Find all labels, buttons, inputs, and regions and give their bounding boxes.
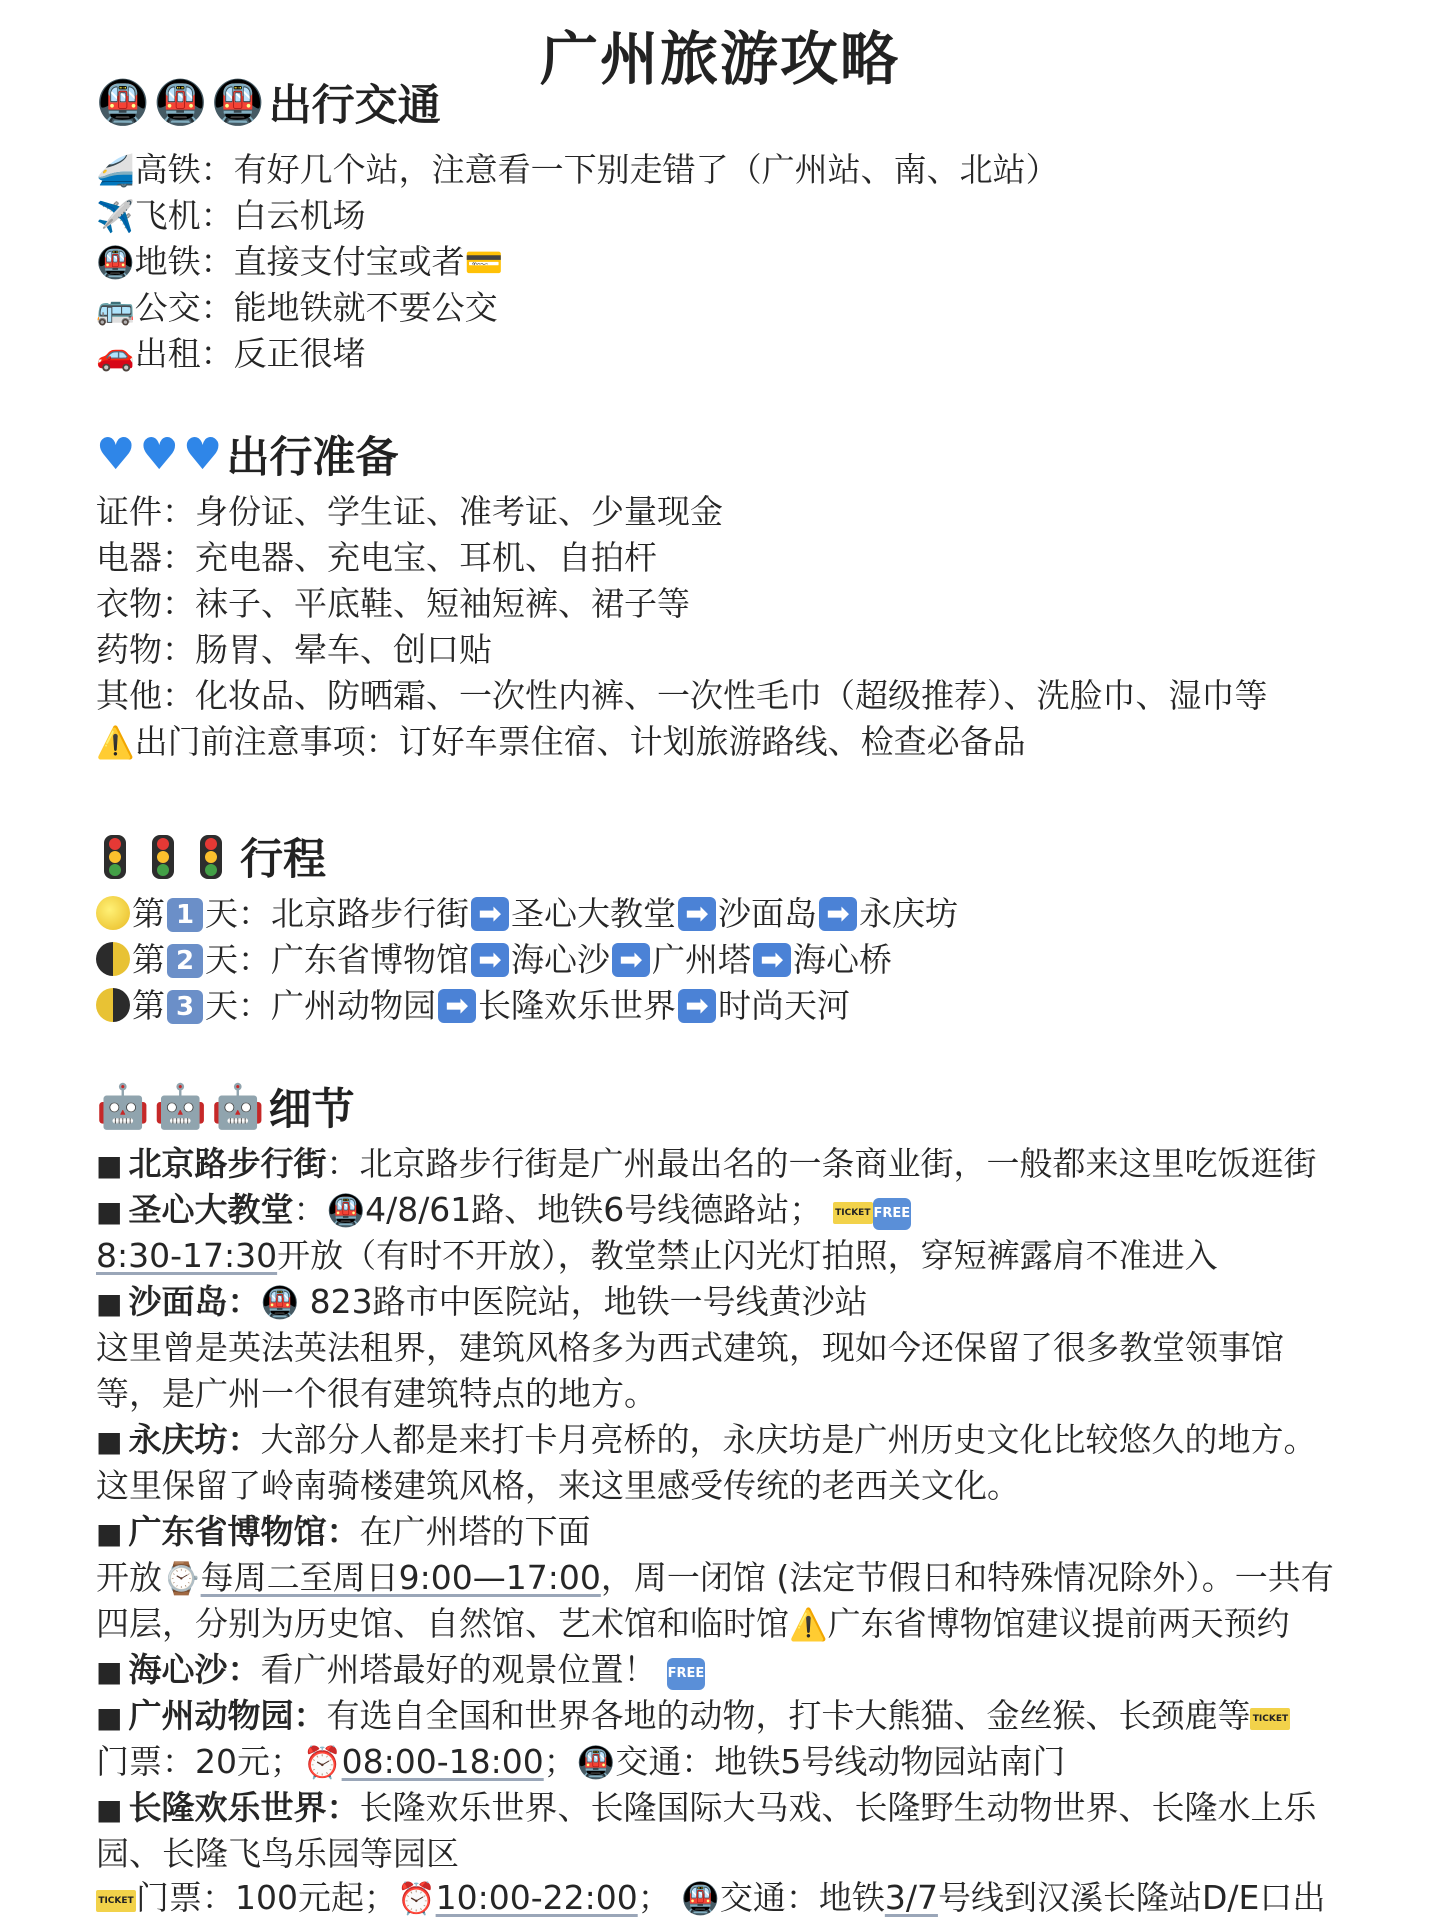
day-suffix: 天： (205, 940, 271, 979)
stop: 广州塔 (652, 940, 751, 979)
moon-icon (96, 896, 130, 930)
metro-icon: 🚇 (153, 77, 208, 128)
arrow-right-icon: ➡ (753, 943, 791, 977)
stop: 时尚天河 (718, 986, 850, 1025)
item-label: 电器： (96, 538, 195, 577)
metro-icon: 🚇 (96, 245, 135, 281)
detail-haixinsha (96, 1650, 705, 1692)
place-transit: 823路市中医院站，地铁一号线黄沙站 (309, 1282, 868, 1321)
opening-hours: 08:00-18:00 (341, 1742, 544, 1781)
bullet-square-icon: ■ (96, 1287, 123, 1320)
item-text: 直接支付宝或者 (233, 242, 465, 281)
arrow-right-icon: ➡ (678, 897, 716, 931)
place-colon: ： (293, 1190, 327, 1229)
car-icon: 🚗 (96, 337, 135, 373)
stop: 北京路步行街 (271, 894, 469, 933)
stop: 广东省博物馆 (271, 940, 469, 979)
itinerary-heading (96, 826, 326, 887)
details-heading (96, 1076, 355, 1137)
ticket-icon: TICKET (1250, 1708, 1290, 1730)
day-number: 2 (167, 944, 203, 978)
place-text: 在广州塔的下面 (359, 1512, 591, 1551)
robot-icon: 🤖 (211, 1081, 265, 1132)
place-transit: 交通：地铁 (719, 1878, 885, 1917)
arrow-right-icon: ➡ (612, 943, 650, 977)
place-text: ：北京路步行街是广州最出名的一条商业街，一般都来这里吃饭逛街 (326, 1144, 1317, 1183)
item-text: 白云机场 (233, 196, 366, 235)
itinerary-day-2 (96, 940, 892, 980)
stop: 沙面岛 (718, 894, 817, 933)
transport-heading-label: 出行交通 (268, 81, 441, 131)
ticket-icon: TICKET (833, 1202, 873, 1224)
prep-item (96, 630, 492, 670)
place-name: 沙面岛： (128, 1282, 261, 1321)
traffic-light-icon (200, 835, 222, 879)
place-text: 广东省博物馆建议提前两天预约 (827, 1604, 1290, 1643)
place-name: 北京路步行街 (128, 1144, 327, 1183)
item-label: 药物： (96, 630, 195, 669)
stop: 海心沙 (511, 940, 610, 979)
place-transit: 4/8/61路、地铁6号线德路站； (365, 1190, 823, 1229)
metro-icon: 🚇 (211, 77, 265, 128)
day-number: 1 (167, 898, 203, 932)
transport-item-plane (96, 196, 366, 237)
ticket-price: 门票：20元； (96, 1742, 303, 1781)
arrow-right-icon: ➡ (819, 897, 857, 931)
place-transit: 交通：地铁5号线动物园站南门 (615, 1742, 1066, 1781)
stop: 广州动物园 (271, 986, 436, 1025)
prep-heading (96, 424, 398, 485)
stop: 长隆欢乐世界 (478, 986, 676, 1025)
bullet-square-icon: ■ (96, 1701, 123, 1734)
place-text: 有选自全国和世界各地的动物，打卡大熊猫、金丝猴、长颈鹿等 (326, 1696, 1251, 1735)
ticket-icon: TICKET (96, 1890, 136, 1912)
opening-hours: 8:30-17:30 (96, 1236, 278, 1275)
item-label: 证件： (96, 492, 195, 531)
train-icon: 🚄 (96, 153, 135, 189)
blue-heart-icon: ♥ (139, 429, 179, 480)
place-name: 海心沙： (128, 1650, 261, 1689)
metro-line: 3/7 (884, 1878, 938, 1917)
itinerary-day-3 (96, 986, 850, 1026)
prep-item (96, 538, 657, 578)
item-label: 其他： (96, 676, 195, 715)
detail-chimelong-text (96, 1834, 459, 1874)
detail-chimelong-info (96, 1878, 1325, 1919)
bullet-square-icon: ■ (96, 1517, 123, 1550)
item-label: 公交： (134, 288, 234, 327)
arrow-right-icon: ➡ (471, 943, 509, 977)
transport-item-taxi (96, 334, 366, 375)
details-heading-label: 细节 (268, 1085, 355, 1135)
day-suffix: 天： (205, 986, 271, 1025)
detail-museum (96, 1512, 590, 1554)
item-label: 地铁： (134, 242, 234, 281)
arrow-right-icon: ➡ (438, 989, 476, 1023)
metro-icon: 🚇 (326, 1193, 366, 1229)
arrow-right-icon: ➡ (471, 897, 509, 931)
metro-icon: 🚇 (576, 1745, 616, 1781)
bullet-square-icon: ■ (96, 1425, 123, 1458)
detail-zoo (96, 1696, 1290, 1738)
bullet-square-icon: ■ (96, 1149, 123, 1182)
metro-icon: 🚇 (260, 1285, 300, 1321)
place-name: 永庆坊： (128, 1420, 261, 1459)
place-text: 看广州塔最好的观景位置！ (260, 1650, 657, 1689)
robot-icon: 🤖 (153, 1081, 208, 1132)
moon-icon (96, 942, 130, 976)
separator: ； (637, 1878, 671, 1917)
place-text: 园、长隆飞鸟乐园等园区 (96, 1834, 459, 1873)
place-name: 广东省博物馆： (128, 1512, 360, 1551)
warning-text: 出门前注意事项：订好车票住宿、计划旅游路线、检查必备品 (134, 722, 1026, 761)
item-text: 肠胃、晕车、创口贴 (195, 630, 492, 669)
itinerary-heading-label: 行程 (240, 835, 326, 885)
item-label: 出租： (134, 334, 234, 373)
opening-hours: 10:00-22:00 (435, 1878, 638, 1917)
transport-item-bus (96, 288, 498, 329)
place-text: 长隆欢乐世界、长隆国际大马戏、长隆野生动物世界、长隆水上乐 (359, 1788, 1317, 1827)
robot-icon: 🤖 (96, 1081, 150, 1132)
day-prefix: 第 (132, 894, 165, 933)
warning-icon: ⚠️ (789, 1607, 828, 1643)
traffic-light-icon (104, 835, 126, 879)
day-prefix: 第 (132, 986, 165, 1025)
bus-icon: 🚌 (96, 291, 135, 327)
detail-chimelong (96, 1788, 1316, 1830)
page-title: 广州旅游攻略 (539, 25, 900, 93)
place-text: 大部分人都是来打卡月亮桥的，永庆坊是广州历史文化比较悠久的地方。 (260, 1420, 1317, 1459)
detail-shamian-text (96, 1374, 657, 1414)
transport-heading (96, 72, 441, 133)
item-text: 化妆品、防晒霜、一次性内裤、一次性毛巾（超级推荐）、洗脸巾、湿巾等 (195, 676, 1268, 715)
item-label: 高铁： (134, 150, 234, 189)
bullet-square-icon: ■ (96, 1793, 123, 1826)
alarm-clock-icon: ⏰ (303, 1745, 342, 1781)
item-text: 反正很堵 (233, 334, 366, 373)
item-label: 衣物： (96, 584, 195, 623)
place-name: 广州动物园： (128, 1696, 327, 1735)
place-text: 这里保留了岭南骑楼建筑风格，来这里感受传统的老西关文化。 (96, 1466, 1020, 1505)
transport-item-train (96, 150, 1059, 191)
place-text: 四层，分别为历史馆、自然馆、艺术馆和临时馆 (96, 1604, 789, 1643)
place-name: 圣心大教堂 (128, 1190, 294, 1229)
free-icon: FREE (667, 1658, 705, 1690)
detail-zoo-info (96, 1742, 1065, 1783)
metro-icon: 🚇 (96, 77, 150, 128)
itinerary-day-1 (96, 894, 958, 934)
open-label: 开放 (96, 1558, 162, 1597)
stop: 永庆坊 (859, 894, 958, 933)
opening-hours: 每周二至周日9:00—17:00 (200, 1558, 601, 1597)
detail-shengxin-hours (96, 1236, 1218, 1276)
detail-museum-text (96, 1604, 1290, 1645)
detail-yongqing-text (96, 1466, 1020, 1506)
place-text: 开放（有时不开放），教堂禁止闪光灯拍照，穿短裤露肩不准进入 (277, 1236, 1218, 1275)
moon-icon (96, 988, 130, 1022)
alarm-clock-icon: ⏰ (397, 1881, 436, 1917)
item-label: 飞机： (134, 196, 234, 235)
day-suffix: 天： (205, 894, 271, 933)
bullet-square-icon: ■ (96, 1655, 123, 1688)
prep-item (96, 584, 690, 624)
detail-shamian (96, 1282, 868, 1324)
plane-icon: ✈️ (96, 199, 135, 235)
traffic-light-icon (152, 835, 174, 879)
prep-item (96, 492, 723, 532)
place-transit: 号线到汉溪长隆站D/E口出 (937, 1878, 1326, 1917)
detail-museum-hours (96, 1558, 1334, 1599)
item-text: 有好几个站，注意看一下别走错了（广州站、南、北站） (233, 150, 1059, 189)
card-icon: 💳 (464, 245, 504, 281)
detail-beijing (96, 1144, 1316, 1186)
metro-icon: 🚇 (681, 1881, 720, 1917)
place-text: ，周一闭馆 (法定节假日和特殊情况除外）。一共有 (600, 1558, 1334, 1597)
separator: ； (543, 1742, 577, 1781)
place-name: 长隆欢乐世界： (128, 1788, 360, 1827)
blue-heart-icon: ♥ (182, 429, 223, 480)
prep-item (96, 676, 1268, 716)
item-text: 能地铁就不要公交 (233, 288, 498, 327)
stop: 圣心大教堂 (511, 894, 676, 933)
item-text: 身份证、学生证、准考证、少量现金 (195, 492, 723, 531)
bullet-square-icon: ■ (96, 1195, 123, 1228)
warning-icon: ⚠️ (96, 725, 135, 761)
prep-warning (96, 722, 1026, 763)
place-text: 等，是广州一个很有建筑特点的地方。 (96, 1374, 657, 1413)
watch-icon: ⌚ (162, 1561, 201, 1597)
item-text: 充电器、充电宝、耳机、自拍杆 (195, 538, 657, 577)
place-text: 这里曾是英法英法租界，建筑风格多为西式建筑，现如今还保留了很多教堂领事馆 (96, 1328, 1284, 1367)
free-icon: FREE (873, 1198, 911, 1230)
transport-item-metro (96, 242, 503, 283)
item-text: 袜子、平底鞋、短袖短裤、裙子等 (195, 584, 690, 623)
ticket-price: 门票：100元起； (136, 1878, 397, 1917)
day-prefix: 第 (132, 940, 165, 979)
day-number: 3 (167, 990, 203, 1024)
arrow-right-icon: ➡ (678, 989, 716, 1023)
detail-yongqing (96, 1420, 1316, 1462)
detail-shamian-text (96, 1328, 1284, 1368)
blue-heart-icon: ♥ (96, 429, 136, 480)
stop: 海心桥 (793, 940, 892, 979)
detail-shengxin (96, 1190, 911, 1232)
prep-heading-label: 出行准备 (226, 433, 399, 483)
